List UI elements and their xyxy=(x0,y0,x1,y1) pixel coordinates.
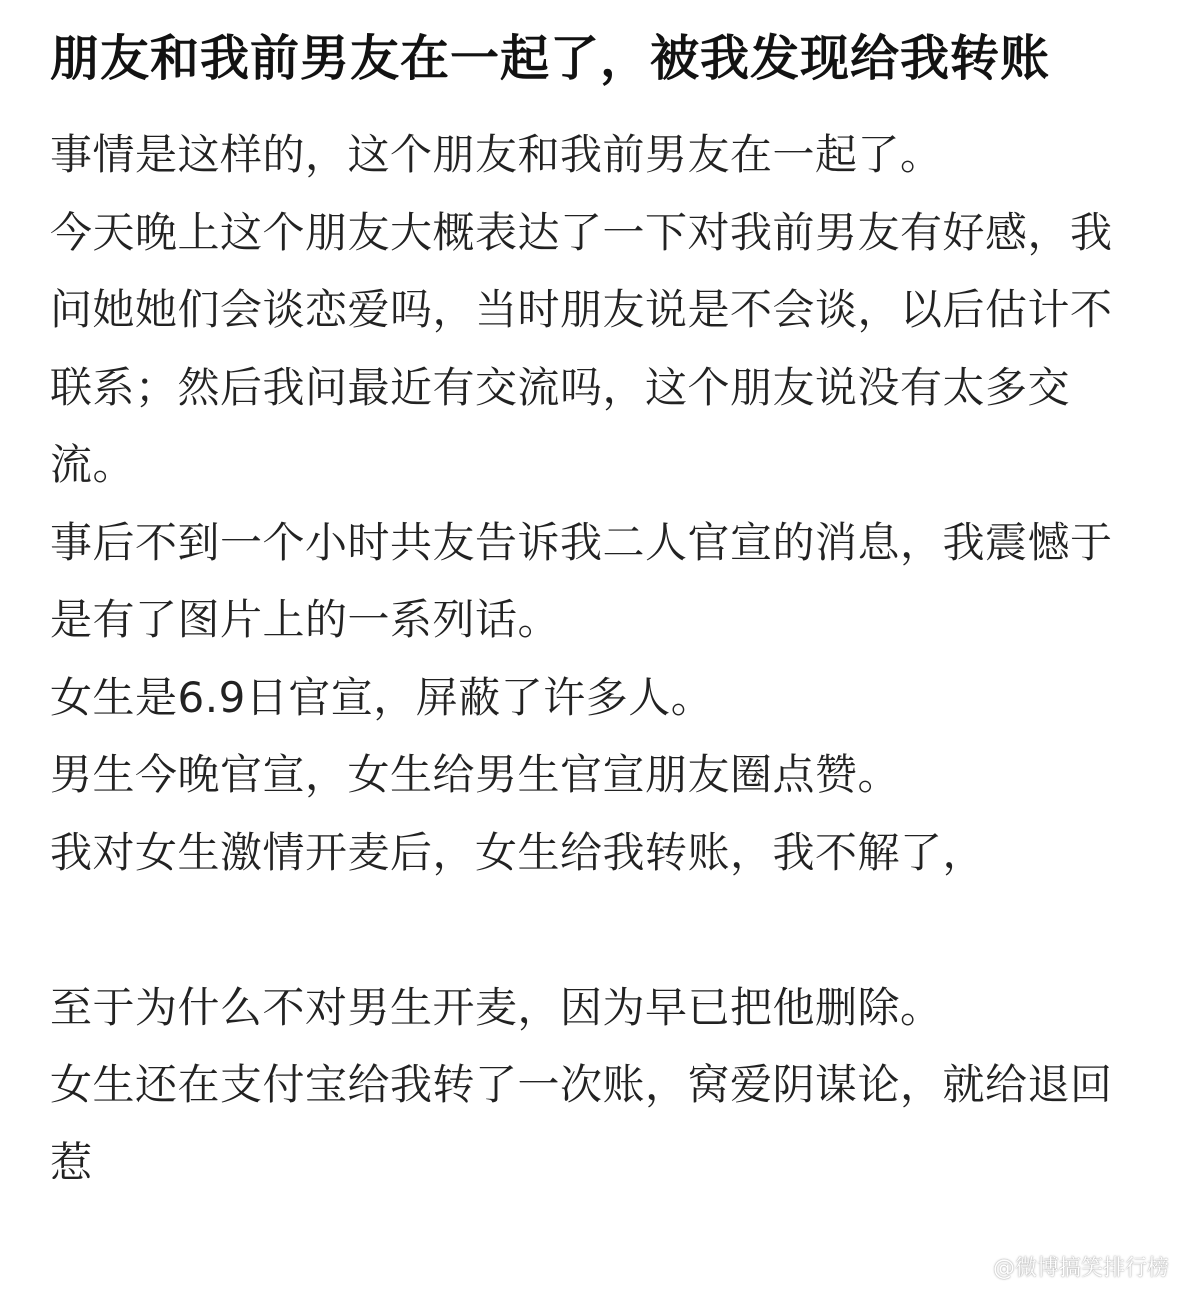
post-paragraph: 女生是6.9日官宣，屏蔽了许多人。 xyxy=(50,672,714,722)
post-paragraph: 至于为什么不对男生开麦，因为早已把他删除。 xyxy=(50,982,943,1032)
post-paragraph: 事后不到一个小时共友告诉我二人官宣的消息，我震憾于是有了图片上的一系列话。 xyxy=(50,517,1113,644)
post-paragraph: 男生今晚官宣，女生给男生官宣朋友圈点赞。 xyxy=(50,750,901,799)
post-title: 朋友和我前男友在一起了，被我发现给我转账 xyxy=(50,30,1051,87)
post-container xyxy=(50,22,1135,1201)
post-paragraph: 今天晚上这个朋友大概表达了一下对我前男友有好感，我问她她们会谈恋爱吗，当时朋友说是不会谈，以后估计不联系；然后我问最近有交流吗，这个朋友说没有太多交流。 xyxy=(50,207,1113,489)
post-body xyxy=(50,116,1135,1201)
paragraph-spacer xyxy=(50,891,1135,969)
post-paragraph: 我对女生激情开麦后，女生给我转账，我不解了， xyxy=(50,827,986,877)
watermark: @微博搞笑排行榜 xyxy=(992,1256,1169,1281)
post-paragraph: 女生还在支付宝给我转了一次账，窝爱阴谋论，就给退回惹 xyxy=(50,1060,1113,1187)
post-paragraph: 事情是这样的，这个朋友和我前男友在一起了。 xyxy=(50,130,943,179)
